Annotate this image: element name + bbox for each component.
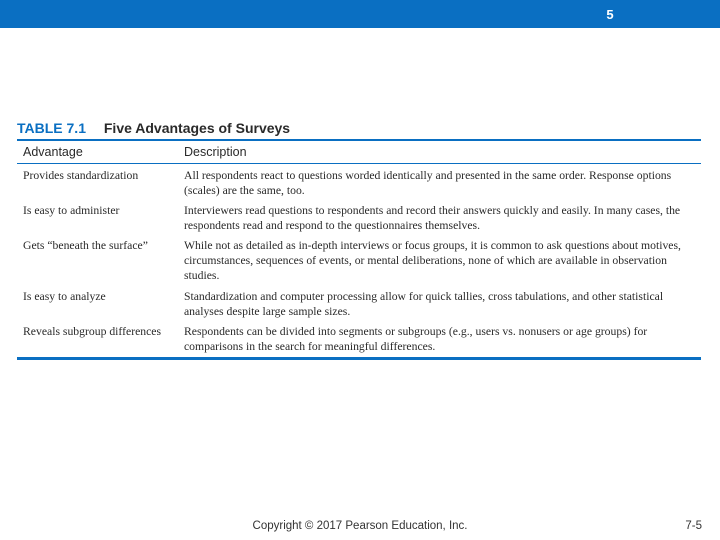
top-banner — [0, 0, 720, 28]
description-cell: All respondents react to questions worded identically and presented in the same order. Response options (scales) are the same, too. — [184, 169, 672, 197]
table-header-rule — [17, 163, 701, 164]
advantage-cell: Is easy to analyze — [23, 290, 106, 303]
column-header-advantage: Advantage — [23, 145, 83, 159]
table-title — [17, 120, 290, 136]
column-header-description: Description — [184, 145, 247, 159]
description-cell: Interviewers read questions to respondents and record their answers quickly and easily. In many cases, the respondents read and respond to the questionnaires themselves. — [184, 204, 681, 232]
table-title-text: Five Advantages of Surveys — [103, 120, 291, 136]
advantage-cell: Reveals subgroup differences — [23, 325, 162, 338]
slide-number: 5 — [606, 7, 614, 22]
table-bottom-rule — [17, 357, 701, 360]
advantage-cell: Is easy to administer — [23, 204, 120, 217]
page-number: 7-5 — [685, 520, 702, 532]
table-label: TABLE 7.1 — [17, 120, 86, 136]
description-cell: Respondents can be divided into segments or subgroups (e.g., users vs. nonusers or age groups) for comparisons in the search for meaningful differences. — [184, 325, 648, 353]
table-top-rule — [17, 139, 701, 141]
advantage-cell: Gets “beneath the surface” — [23, 239, 148, 252]
copyright-text: Copyright © 2017 Pearson Education, Inc. — [252, 520, 468, 532]
advantage-cell: Provides standardization — [23, 169, 139, 182]
description-cell: While not as detailed as in-depth interviews or focus groups, it is common to ask questions about motives, circumstances, sequences of events, or mental deliberations, none of which are available in observation studies. — [184, 239, 681, 282]
description-cell: Standardization and computer processing allow for quick tallies, cross tabulations, and other statistical analyses despite large sample sizes. — [184, 290, 664, 318]
